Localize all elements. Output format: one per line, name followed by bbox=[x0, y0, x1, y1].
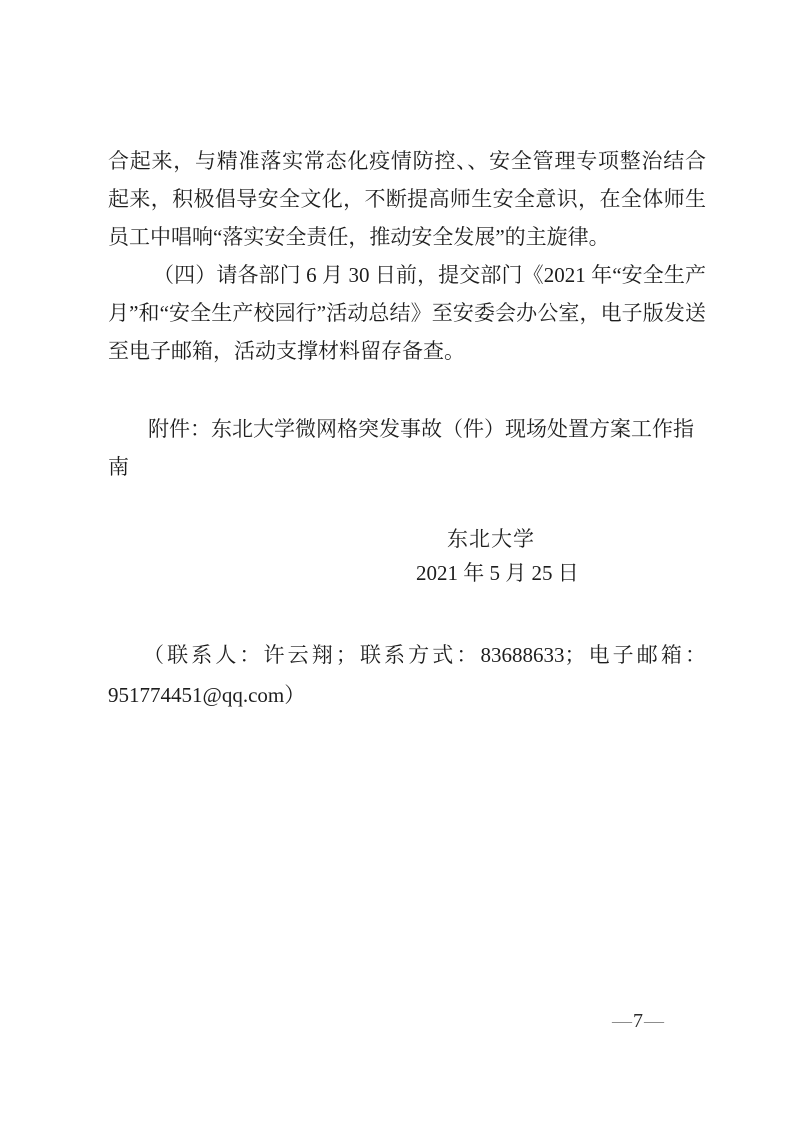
paragraph-continuation: 合起来，与精准落实常态化疫情防控、、安全管理专项整治结合起来，积极倡导安全文化，不断提高师生安全意识，在全体师生员工中唱响“落实安全责任，推动安全发展”的主旋律。 bbox=[108, 149, 706, 249]
attachment-line: 附件：东北大学微网格突发事故（件）现场处置方案工作指南 bbox=[108, 417, 694, 479]
paragraph-item-four: （四）请各部门 6 月 30 日前，提交部门《2021 年“安全生产月”和“安全生产校园行”活动总结》至安委会办公室，电子版发送至电子邮箱，活动支撑材料留存备查。 bbox=[108, 263, 706, 363]
contact-line: 951774451@qq.com） bbox=[108, 683, 306, 707]
page-number-dash-left: — bbox=[612, 1010, 632, 1032]
contact-line: （联系人：许云翔；联系方式：83688633；电子邮箱： bbox=[143, 643, 706, 667]
signature-date: 2021 年 5 月 25 日 bbox=[416, 561, 579, 585]
signature-organization: 东北大学 bbox=[447, 527, 535, 551]
page-number-value: 7 bbox=[633, 1010, 643, 1032]
page-number-dash-right: — bbox=[644, 1010, 664, 1032]
contact-info bbox=[108, 635, 706, 715]
document-body bbox=[108, 142, 706, 370]
page-number bbox=[612, 1009, 664, 1033]
